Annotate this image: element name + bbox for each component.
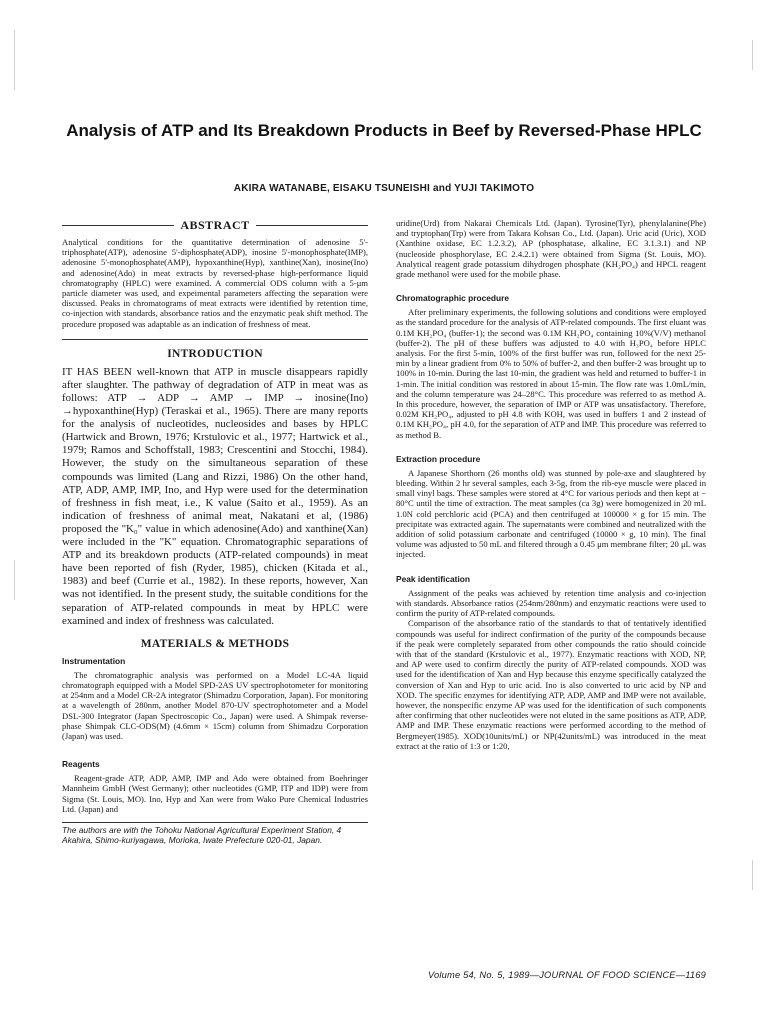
left-column xyxy=(62,218,368,846)
spacer xyxy=(62,329,368,339)
spacer xyxy=(396,279,706,293)
chromatographic-heading: Chromatographic procedure xyxy=(396,293,510,304)
instrumentation-text: The chromatographic analysis was performed on a Model LC-4A liquid chromatograph equipped with a Model SPD-2AS UV spectrophotometer for monitoring at 254nm and a Model CR-2A integrator (Shimadzu Corporation, Japan). For monitoring at a wavelength of 280nm, another Model 870-UV spectrophotometer and a Model DSL-300 Integrator (Japan Spectroscopic Co., Japan) were used. A Shimpak reverse-phase Shimpak CLC-ODS(M) (4.6mm × 15cm) column from Shimadzu Corporation (Japan) was used. xyxy=(62,669,368,741)
chromatographic-text: After preliminary experiments, the following solutions and conditions were employed as the standard procedure for the analysis of ATP-related compounds. The first eluant was 0.1M KH₂PO₄ (buffer-1); the second was 0.1M KH₂PO₄ containing 10%(V/V) methanol (buffer-2). The pH of these buffers was adjusted to 4.0 with H₃PO₄ before HPLC analysis. For the first 5-min, 100% of the first buffer was run, followed for the next 25-min by a linear gradient from 0% to 50% of buffer-2, and then buffer-2 was brought up to 100% in 10-min. During the last 10-min, the gradient was held and returned to buffer-1 in 1-min. The initial condition was restored in about 15-min. The flow rate was 1.0mL/min, and the column temperature was 24–28°C. This procedure was referred to as method A. In this procedure, however, the separation of IMP or ATP was unsatisfactory. Therefore, 0.02M KH₂PO₄, adjusted to pH 4.8 with KOH, was used in buffers 1 and 2 instead of 0.1M KH₂PO₄, pH 4.0, for the separation of ATP and IMP. This procedure was referred to as method B. xyxy=(396,307,706,440)
scan-edge-mark xyxy=(14,30,15,90)
introduction-text: IT HAS BEEN well-known that ATP in muscle disappears rapidly after slaughter. The pathway of degradation of ATP in meat was as follows: ATP → ADP → AMP → IMP → inosine(Ino) →hypoxanthine(Hyp) (Teraskai et al., 1965). There are many reports for the analysis of nucleotides, nucleosides and bases by HPLC (Hartwick and Brown, 1976; Krstulovic et al., 1977; Hartwick et al., 1979; Ramos and Schoffstall, 1983; Crescentini and Stocchi, 1984). However, the study on the simultaneous separation of these compounds was limited (Lang and Rizzi, 1986) On the other hand, ATP, ADP, AMP, IMP, Ino, and Hyp were used for the determination of freshness in fish meat, i.e., K value (Saito et al., 1959). As an indication of freshness of animal meat, Nakatani et al, (1986) proposed the "K₀" value in which adenosine(Ado) and xanthine(Xan) were included in the "K" equation. Chromatographic separations of ATP and its breakdown products (ATP-related compounds) in meat have been reported of fish (Ryder, 1985), chicken (Kitada et al., 1983) and beef (Currie et al., 1982). In these reports, however, Xan was not identified. In the present study, the suitable conditions for the separation of ATP-related compounds in meat by HPLC were examined and index of freshness was calculated. xyxy=(62,365,368,627)
spacer xyxy=(62,628,368,638)
reagents-text-left: Reagent-grade ATP, ADP, AMP, IMP and Ado were obtained from Boehringer Mannheim GmbH (West Germany); other nucleotides (GMP, ITP and IDP) were from Sigma (St. Louis, MO). Ino, Hyp and Xan were from Wako Pure Chemical Industries Ltd. (Japan) and xyxy=(62,773,368,814)
reagents-text-right: uridine(Urd) from Nakarai Chemicals Ltd. (Japan). Tyrosine(Tyr), phenylalanine(Phe) and tryptophan(Trp) were from Takara Kohsan Co., Ltd. (Japan). Uric acid (Uric), XOD (Xanthine oxidase, EC 1.2.3.2), AP (phosphatase, alkaline, EC 3.1.3.1) and NP (nucleoside phosphorylase, EC 2.4.2.1) were obtained from Sigma (St. Louis, MO). Analytical reagent grade potassium dihydrogen phosphate (KH₂PO₄) and HPCL reagent grade methanol were used for the mobile phase. xyxy=(396,218,706,280)
right-column xyxy=(396,218,706,751)
abstract-text: Analytical conditions for the quantitative determination of adenosine 5'-triphosphate(ATP), adenosine 5'-diphosphate(ADP), inosine 5'-monophosphate(IMP), adenosine 5'-monophosphate(AMP), hypoxanthine(Hyp), xanthine(Xan), inosine(Ino) and adenosine(Ado) in meat extracts by reversed-phase high-performance liquid chromatography (HPLC) were examined. A commercial ODS column with a 5-μm particle diameter was used, and expeimental parameters affecting the separation were discussed. Peaks in chromatograms of meat extracts were identified by retention time, co-injection with standards, absorbance ratios and the enzymatic peak shift method. The procedure proposed was adaptable as an indication of freshness of meat. xyxy=(62,237,368,329)
scan-edge-mark xyxy=(752,40,753,70)
journal-footer: Volume 54, No. 5, 1989—JOURNAL OF FOOD SCIENCE—1169 xyxy=(427,970,706,980)
abstract-heading: ABSTRACT xyxy=(180,218,250,232)
scan-edge-mark xyxy=(752,860,753,890)
abstract-heading-row xyxy=(62,218,368,233)
extraction-text: A Japanese Shorthorn (26 months old) was stunned by pole-axe and slaughtered by bleeding. Within 2 hr several samples, each 3-5g, from the rib-eye muscle were placed in small vinyl bags. These samples were stored at 4°C for various periods and then kept at − 80°C until the time of extraction. The meat samples (ca 3g) were homogenized in 20 mL 1.0N cold perchloric acid (PCA) and then centrifuged at 100000 × g for 15 min. The precipitate was extracted again. The supernatants were combined and neutralized with the addition of solid potassium carbonate and centrifuged (10000 × g, 10 min). The final volume was adjusted to 50 mL and filtered through a 0.45 μm membrane filter; 20 μL was injected. xyxy=(396,467,706,560)
article-title: Analysis of ATP and Its Breakdown Products in Beef by Reversed-Phase HPLC xyxy=(66,121,702,140)
article-authors: AKIRA WATANABE, EISAKU TSUNEISHI and YUJI TAKIMOTO xyxy=(233,183,535,194)
spacer xyxy=(396,560,706,574)
scan-edge-mark xyxy=(14,560,15,600)
author-footnote: The authors are with the Tohoku National Agricultural Experiment Station, 4 Akahira, Shimo-kuriyagawa, Morioka, Iwate Prefecture 020-01, Japan. xyxy=(62,822,368,846)
extraction-heading: Extraction procedure xyxy=(396,453,481,464)
peak-identification-text-2: Comparison of the absorbance ratio of the standards to that of tentatively identified compounds was useful for indirect confirmation of the purity of the compounds because if the peak were completely separated from other compounds the ratio should coincide with that of the standard (Krstulovic et al., 1977). Enzymatic reactions with XOD, NP, and AP were used to confirm directly the purity of ATP-related compounds. XOD was used for the identification of Xan and Hyp because this enzyme specifically catalyzed the conversion of Xan and Hyp to uric acid. Ino is also converted to uric acid by NP and XOD. The specific enzymes for identifying ATP, ADP, AMP and IMP were not available, however, the nonspecific enzyme AP was used for the identification of such components after confirming that other nucleotides were not eluted in the same positions as ATP, ADP, AMP and IMP. These enzymatic reactions were performed according to the method of Bergmeyer(1985). XOD(10units/mL) or NP(42units/mL) was introduced in the meat extract at the ratio of 1:3 or 1:20, xyxy=(396,618,706,751)
materials-heading: MATERIALS & METHODS xyxy=(140,637,290,650)
peak-identification-text-1: Assignment of the peaks was achieved by retention time analysis and co-injection with standards. Absorbance ratios (254nm/280nm) and enzymatic reactions were used to confirm the purity of ATP-related compounds. xyxy=(396,587,706,619)
introduction-heading: INTRODUCTION xyxy=(62,339,368,360)
heading-rule xyxy=(256,225,368,226)
spacer xyxy=(396,440,706,454)
instrumentation-heading: Instrumentation xyxy=(62,655,126,666)
reagents-heading: Reagents xyxy=(62,759,100,770)
peak-identification-heading: Peak identification xyxy=(396,573,470,584)
spacer xyxy=(62,741,368,759)
heading-rule xyxy=(62,225,174,226)
